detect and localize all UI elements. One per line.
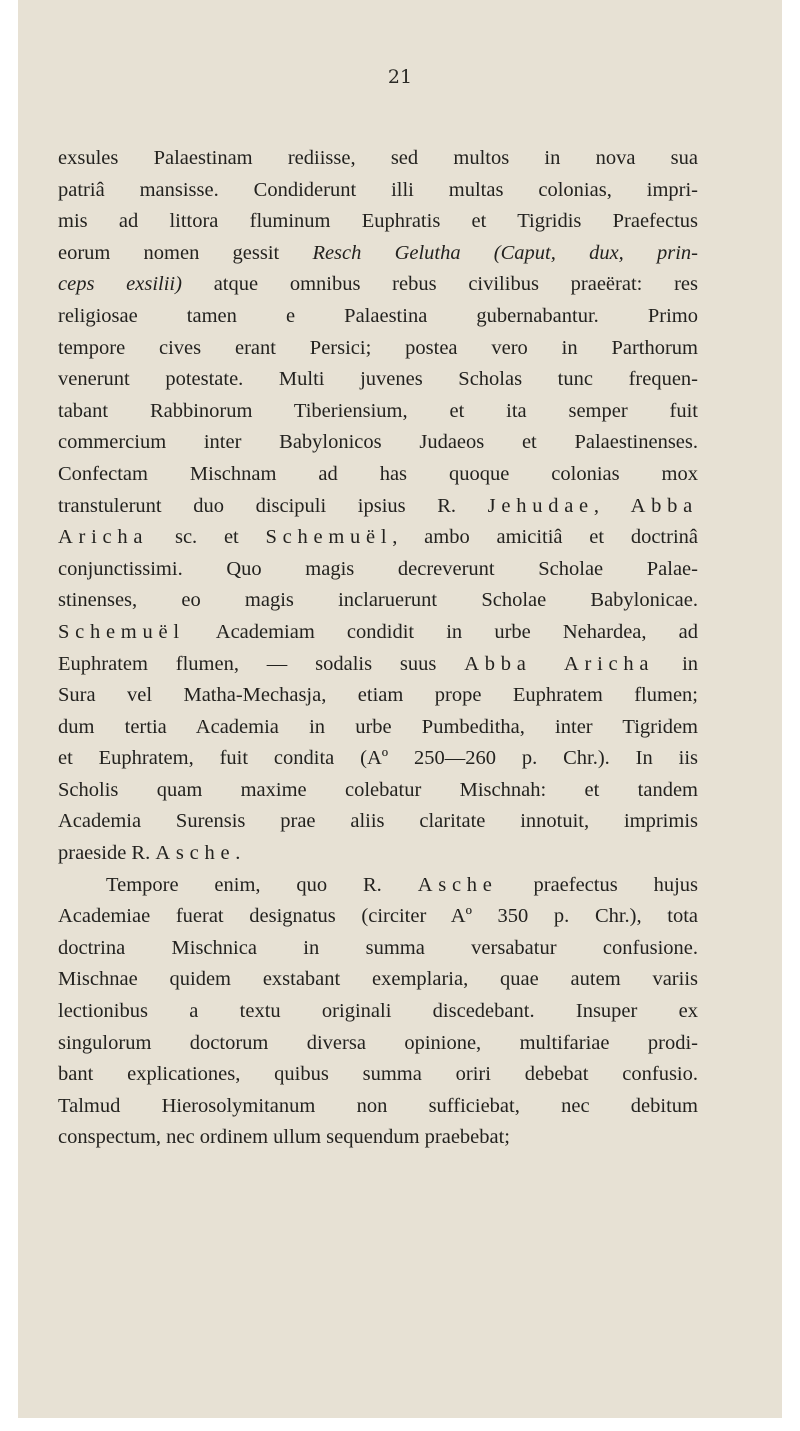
text-segment: Euphratem flumen, — sodalis suus	[58, 652, 465, 675]
text-line	[58, 301, 698, 333]
text-segment: Tempore enim, quo R.	[106, 873, 418, 896]
text-line	[58, 427, 698, 459]
text-segment: mis ad littora fluminum Euphratis et Tigridis Praefectus	[58, 210, 698, 233]
text-line	[58, 964, 698, 996]
text-segment: eorum nomen gessit	[58, 241, 313, 264]
text-line	[58, 901, 698, 933]
text-line	[58, 1059, 698, 1091]
text-line	[58, 743, 698, 775]
spaced-name: Asche	[155, 842, 236, 865]
text-segment: Talmud Hierosolymitanum non sufficiebat, nec debitum	[58, 1094, 698, 1117]
text-line	[58, 680, 698, 712]
text-segment: Mischnae quidem exstabant exemplaria, quae autem variis	[58, 968, 698, 991]
book-page	[18, 0, 782, 1418]
text-segment: doctrina Mischnica in summa versabatur confusione.	[58, 936, 698, 959]
text-segment: et Euphratem, fuit condita (Aº 250—260 p. Chr.). In iis	[58, 747, 698, 770]
text-line	[58, 775, 698, 807]
spaced-name: Asche	[417, 873, 498, 896]
text-segment: Academia Surensis prae aliis claritate innotuit, imprimis	[58, 810, 698, 833]
text-segment: atque omnibus rebus civilibus praeërat: res	[181, 273, 698, 296]
text-line	[58, 933, 698, 965]
text-line	[58, 585, 698, 617]
text-segment: conspectum, nec ordinem ullum sequendum praebebat;	[58, 1126, 511, 1149]
text-line	[58, 143, 698, 175]
text-line	[58, 870, 698, 902]
text-line	[58, 1028, 698, 1060]
text-line	[58, 554, 698, 586]
spaced-name: Schemuël	[58, 620, 185, 643]
text-segment: Sura vel Matha-Mechasja, etiam prope Euphratem flumen;	[58, 684, 698, 707]
text-line	[58, 806, 698, 838]
text-line	[58, 364, 698, 396]
text-segment: lectionibus a textu originali discedebant. Insuper ex	[58, 1000, 698, 1023]
text-segment: transtulerunt duo discipuli ipsius R.	[58, 494, 488, 517]
text-line	[58, 269, 698, 301]
text-line	[58, 617, 698, 649]
text-segment: Academiam condidit in urbe Nehardea, ad	[184, 620, 698, 643]
text-segment: patriâ mansisse. Condiderunt illi multas colonias, impri-	[58, 178, 698, 201]
text-line	[58, 1122, 698, 1154]
text-segment: ,	[593, 494, 631, 517]
text-segment: Scholis quam maxime colebatur Mischnah: et tandem	[58, 778, 698, 801]
text-line	[58, 838, 698, 870]
text-segment: venerunt potestate. Multi juvenes Scholas tunc frequen-	[58, 368, 698, 391]
italic-text: ceps exsilii)	[58, 273, 182, 296]
text-segment: commercium inter Babylonicos Judaeos et Palaestinenses.	[58, 431, 698, 454]
text-segment: praefectus hujus	[497, 873, 698, 896]
spaced-name: Abba	[630, 494, 698, 517]
text-segment: sc. et	[148, 526, 266, 549]
text-line	[58, 712, 698, 744]
text-segment: conjunctissimi. Quo magis decreverunt Scholae Palae-	[58, 557, 698, 580]
text-line	[58, 206, 698, 238]
text-line	[58, 522, 698, 554]
text-line	[58, 649, 698, 681]
text-segment: Academiae fuerat designatus (circiter Aº 350 p. Chr.), tota	[58, 905, 698, 928]
text-segment: , ambo amicitiâ et doctrinâ	[392, 526, 698, 549]
text-segment: stinenses, eo magis inclaruerunt Scholae Babylonicae.	[58, 589, 698, 612]
text-segment: tempore cives erant Persici; postea vero in Parthorum	[58, 336, 698, 359]
text-segment: in	[654, 652, 699, 675]
spaced-name: Jehudae	[487, 494, 594, 517]
text-segment: tabant Rabbinorum Tiberiensium, et ita semper fuit	[58, 399, 698, 422]
text-segment: .	[235, 842, 241, 865]
text-segment: exsules Palaestinam rediisse, sed multos in nova sua	[58, 147, 698, 169]
text-line	[58, 1091, 698, 1123]
text-line	[58, 459, 698, 491]
text-segment: Confectam Mischnam ad has quoque colonias mox	[58, 462, 698, 485]
page-number: 21	[387, 66, 413, 88]
text-line	[58, 996, 698, 1028]
body-text	[58, 143, 698, 1154]
text-line	[58, 491, 698, 523]
italic-text: Resch Gelutha (Caput, dux, prin-	[312, 241, 698, 264]
text-segment: dum tertia Academia in urbe Pumbeditha, inter Tigridem	[58, 715, 698, 738]
text-segment: religiosae tamen e Palaestina gubernabantur. Primo	[58, 304, 698, 327]
text-segment: praeside R.	[58, 842, 156, 865]
spaced-name: Schemuël	[265, 526, 393, 549]
text-line	[58, 396, 698, 428]
text-segment: singulorum doctorum diversa opinione, multifariae prodi-	[58, 1031, 698, 1054]
spaced-name: Aricha	[58, 526, 149, 549]
spaced-name: Abba Aricha	[464, 652, 655, 675]
text-segment: bant explicationes, quibus summa oriri debebat confusio.	[58, 1063, 698, 1086]
text-line	[58, 175, 698, 207]
text-line	[58, 333, 698, 365]
text-line	[58, 238, 698, 270]
